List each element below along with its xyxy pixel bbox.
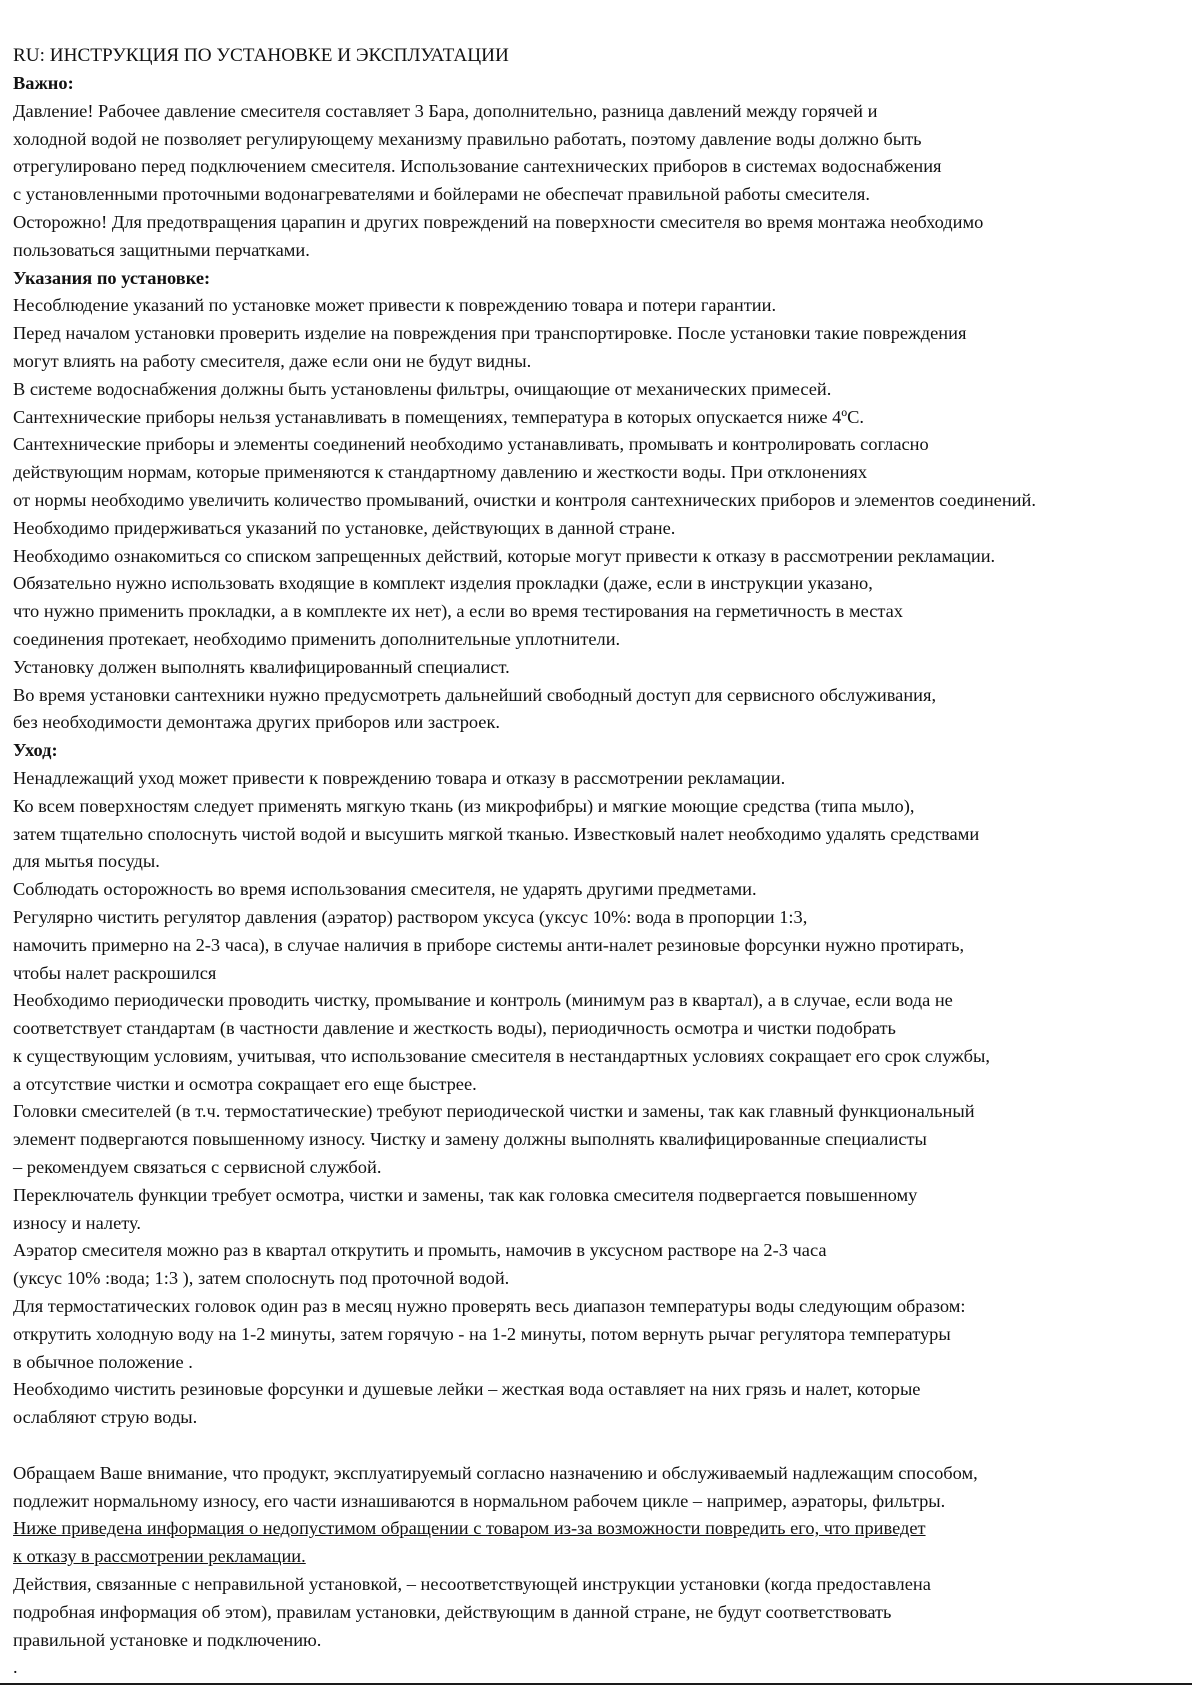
text-line: ослабляют струю воды.	[13, 1407, 198, 1428]
notice-text	[13, 1460, 1188, 1516]
text-line: открутить холодную воду на 1-2 минуты, затем горячую - на 1-2 минуты, потом вернуть рычаг регулятора температуры	[13, 1323, 951, 1344]
text-line: затем тщательно сполоснуть чистой водой и высушить мягкой тканью. Известковый налет необходимо удалять средствами	[13, 823, 980, 844]
installation-heading: Указания по установке:	[13, 267, 211, 288]
text-line: к отказу в рассмотрении рекламации.	[13, 1546, 306, 1567]
prohibited-handling-warning	[13, 1515, 1188, 1571]
text-line: Переключатель функции требует осмотра, чистки и замены, так как головка смесителя подвергается повышенному	[13, 1184, 918, 1205]
text-line: холодной водой не позволяет регулирующему механизму правильно работать, поэтому давление воды должно быть	[13, 128, 922, 149]
text-line: Ненадлежащий уход может привести к повреждению товара и отказу в рассмотрении рекламации.	[13, 767, 786, 788]
notice-section	[13, 1460, 1188, 1682]
installation-section	[13, 265, 1188, 738]
text-line: с установленными проточными водонагревателями и бойлерами не обеспечат правильной работы смесителя.	[13, 184, 870, 205]
text-line: Обязательно нужно использовать входящие в комплект изделия прокладки (даже, если в инструкции указано,	[13, 573, 873, 594]
text-line: действующим нормам, которые применяются к стандартному давлению и жесткости воды. При отклонениях	[13, 462, 868, 483]
important-text	[13, 98, 1188, 265]
text-line: подробная информация об этом), правилам установки, действующим в данной стране, не будут соответствовать	[13, 1601, 892, 1622]
text-line: соединения протекает, необходимо применить дополнительные уплотнители.	[13, 628, 621, 649]
text-line: для мытья посуды.	[13, 851, 160, 872]
text-line: от нормы необходимо увеличить количество промываний, очистки и контроля сантехнических приборов и элементов соединений.	[13, 489, 1036, 510]
text-line: Необходимо периодически проводить чистку, промывание и контроль (минимум раз в квартал), а в случае, если вода не	[13, 990, 953, 1011]
text-line: Аэратор смесителя можно раз в квартал открутить и промыть, намочив в уксусном растворе на 2-3 часа	[13, 1240, 827, 1261]
text-line: Необходимо ознакомиться со списком запрещенных действий, которые могут привести к отказу в рассмотрении рекламации.	[13, 545, 996, 566]
text-line: Соблюдать осторожность во время использования смесителя, не ударять другими предметами.	[13, 879, 757, 900]
text-line: Обращаем Ваше внимание, что продукт, эксплуатируемый согласно назначению и обслуживаемый надлежащим способом,	[13, 1462, 978, 1483]
text-line: Регулярно чистить регулятор давления (аэратор) раствором уксуса (уксус 10%: вода в пропорции 1:3,	[13, 906, 808, 927]
text-line: Сантехнические приборы нельзя устанавливать в помещениях, температура в которых опускается ниже 4ºС.	[13, 406, 864, 427]
text-line: Несоблюдение указаний по установке может привести к повреждению товара и потери гарантии.	[13, 295, 777, 316]
text-line: элемент подвергаются повышенному износу. Чистку и замену должны выполнять квалифицированные специалисты	[13, 1129, 927, 1150]
text-line: к существующим условиям, учитывая, что использование смесителя в нестандартных условиях сокращает его срок службы,	[13, 1045, 990, 1066]
text-line: Ниже приведена информация о недопустимом обращении с товаром из-за возможности повредить его, что приведет	[13, 1518, 926, 1539]
text-line: Необходимо чистить резиновые форсунки и душевые лейки – жесткая вода оставляет на них грязь и налет, которые	[13, 1379, 921, 1400]
text-line: соответствует стандартам (в частности давление и жесткость воды), периодичность осмотра и чистки подобрать	[13, 1018, 896, 1039]
text-line: Давление! Рабочее давление смесителя составляет 3 Бара, дополнительно, разница давлений между горячей и	[13, 100, 878, 121]
text-line: что нужно применить прокладки, а в комплекте их нет), а если во время тестирования на герметичность в местах	[13, 601, 903, 622]
text-line: подлежит нормальному износу, его части изнашиваются в нормальном рабочем цикле – например, аэраторы, фильтры.	[13, 1490, 946, 1511]
text-line: Действия, связанные с неправильной установкой, – несоответствующей инструкции установки (когда предоставлена	[13, 1574, 931, 1595]
text-line: Сантехнические приборы и элементы соединений необходимо устанавливать, промывать и контролировать согласно	[13, 434, 929, 455]
text-line: Перед началом установки проверить изделие на повреждения при транспортировке. После установки такие повреждения	[13, 323, 967, 344]
text-line: правильной установке и подключению.	[13, 1629, 322, 1650]
incorrect-installation-text	[13, 1571, 1188, 1654]
trailing-mark: .	[13, 1657, 18, 1678]
installation-text	[13, 292, 1188, 737]
paragraph-gap	[13, 1432, 1188, 1460]
text-line: Головки смесителей (в т.ч. термостатические) требуют периодической чистки и замены, так как главный функциональный	[13, 1101, 975, 1122]
text-line: намочить примерно на 2-3 часа), в случае наличия в приборе системы анти-налет резиновые форсунки нужно протирать,	[13, 934, 965, 955]
text-line: пользоваться защитными перчатками.	[13, 239, 310, 260]
important-heading: Важно:	[13, 73, 74, 93]
text-line: без необходимости демонтажа других приборов или застроек.	[13, 712, 501, 733]
text-line: износу и налету.	[13, 1212, 142, 1233]
text-line: Необходимо придерживаться указаний по установке, действующих в данной стране.	[13, 517, 676, 538]
text-line: – рекомендуем связаться с сервисной службой.	[13, 1157, 382, 1178]
text-line: чтобы налет раскрошился	[13, 962, 217, 983]
care-heading: Уход:	[13, 740, 58, 761]
text-line: отрегулировано перед подключением смесителя. Использование сантехнических приборов в системах водоснабжения	[13, 156, 942, 177]
text-line: Осторожно! Для предотвращения царапин и других повреждений на поверхности смесителя во время монтажа необходимо	[13, 211, 984, 232]
care-text	[13, 765, 1188, 1432]
text-line: Установку должен выполнять квалифицированный специалист.	[13, 656, 510, 677]
care-section	[13, 737, 1188, 1432]
text-line: Во время установки сантехники нужно предусмотреть дальнейший свободный доступ для сервисного обслуживания,	[13, 684, 937, 705]
text-line: в обычное положение .	[13, 1351, 193, 1372]
text-line: В системе водоснабжения должны быть установлены фильтры, очищающие от механических примесей.	[13, 378, 832, 399]
text-line: могут влиять на работу смесителя, даже если они не будут видны.	[13, 350, 532, 371]
text-line: Ко всем поверхностям следует применять мягкую ткань (из микрофибры) и мягкие моющие средства (типа мыло),	[13, 795, 915, 816]
text-line: а отсутствие чистки и осмотра сокращает его еще быстрее.	[13, 1073, 477, 1094]
text-line: (уксус 10% :вода; 1:3 ), затем сполоснуть под проточной водой.	[13, 1268, 510, 1289]
text-line: Для термостатических головок один раз в месяц нужно проверять весь диапазон температуры воды следующим образом:	[13, 1296, 966, 1317]
document-title: RU: ИНСТРУКЦИЯ ПО УСТАНОВКЕ И ЭКСПЛУАТАЦИИ	[13, 45, 509, 66]
instruction-document	[13, 41, 1188, 1682]
important-section	[13, 70, 1188, 265]
